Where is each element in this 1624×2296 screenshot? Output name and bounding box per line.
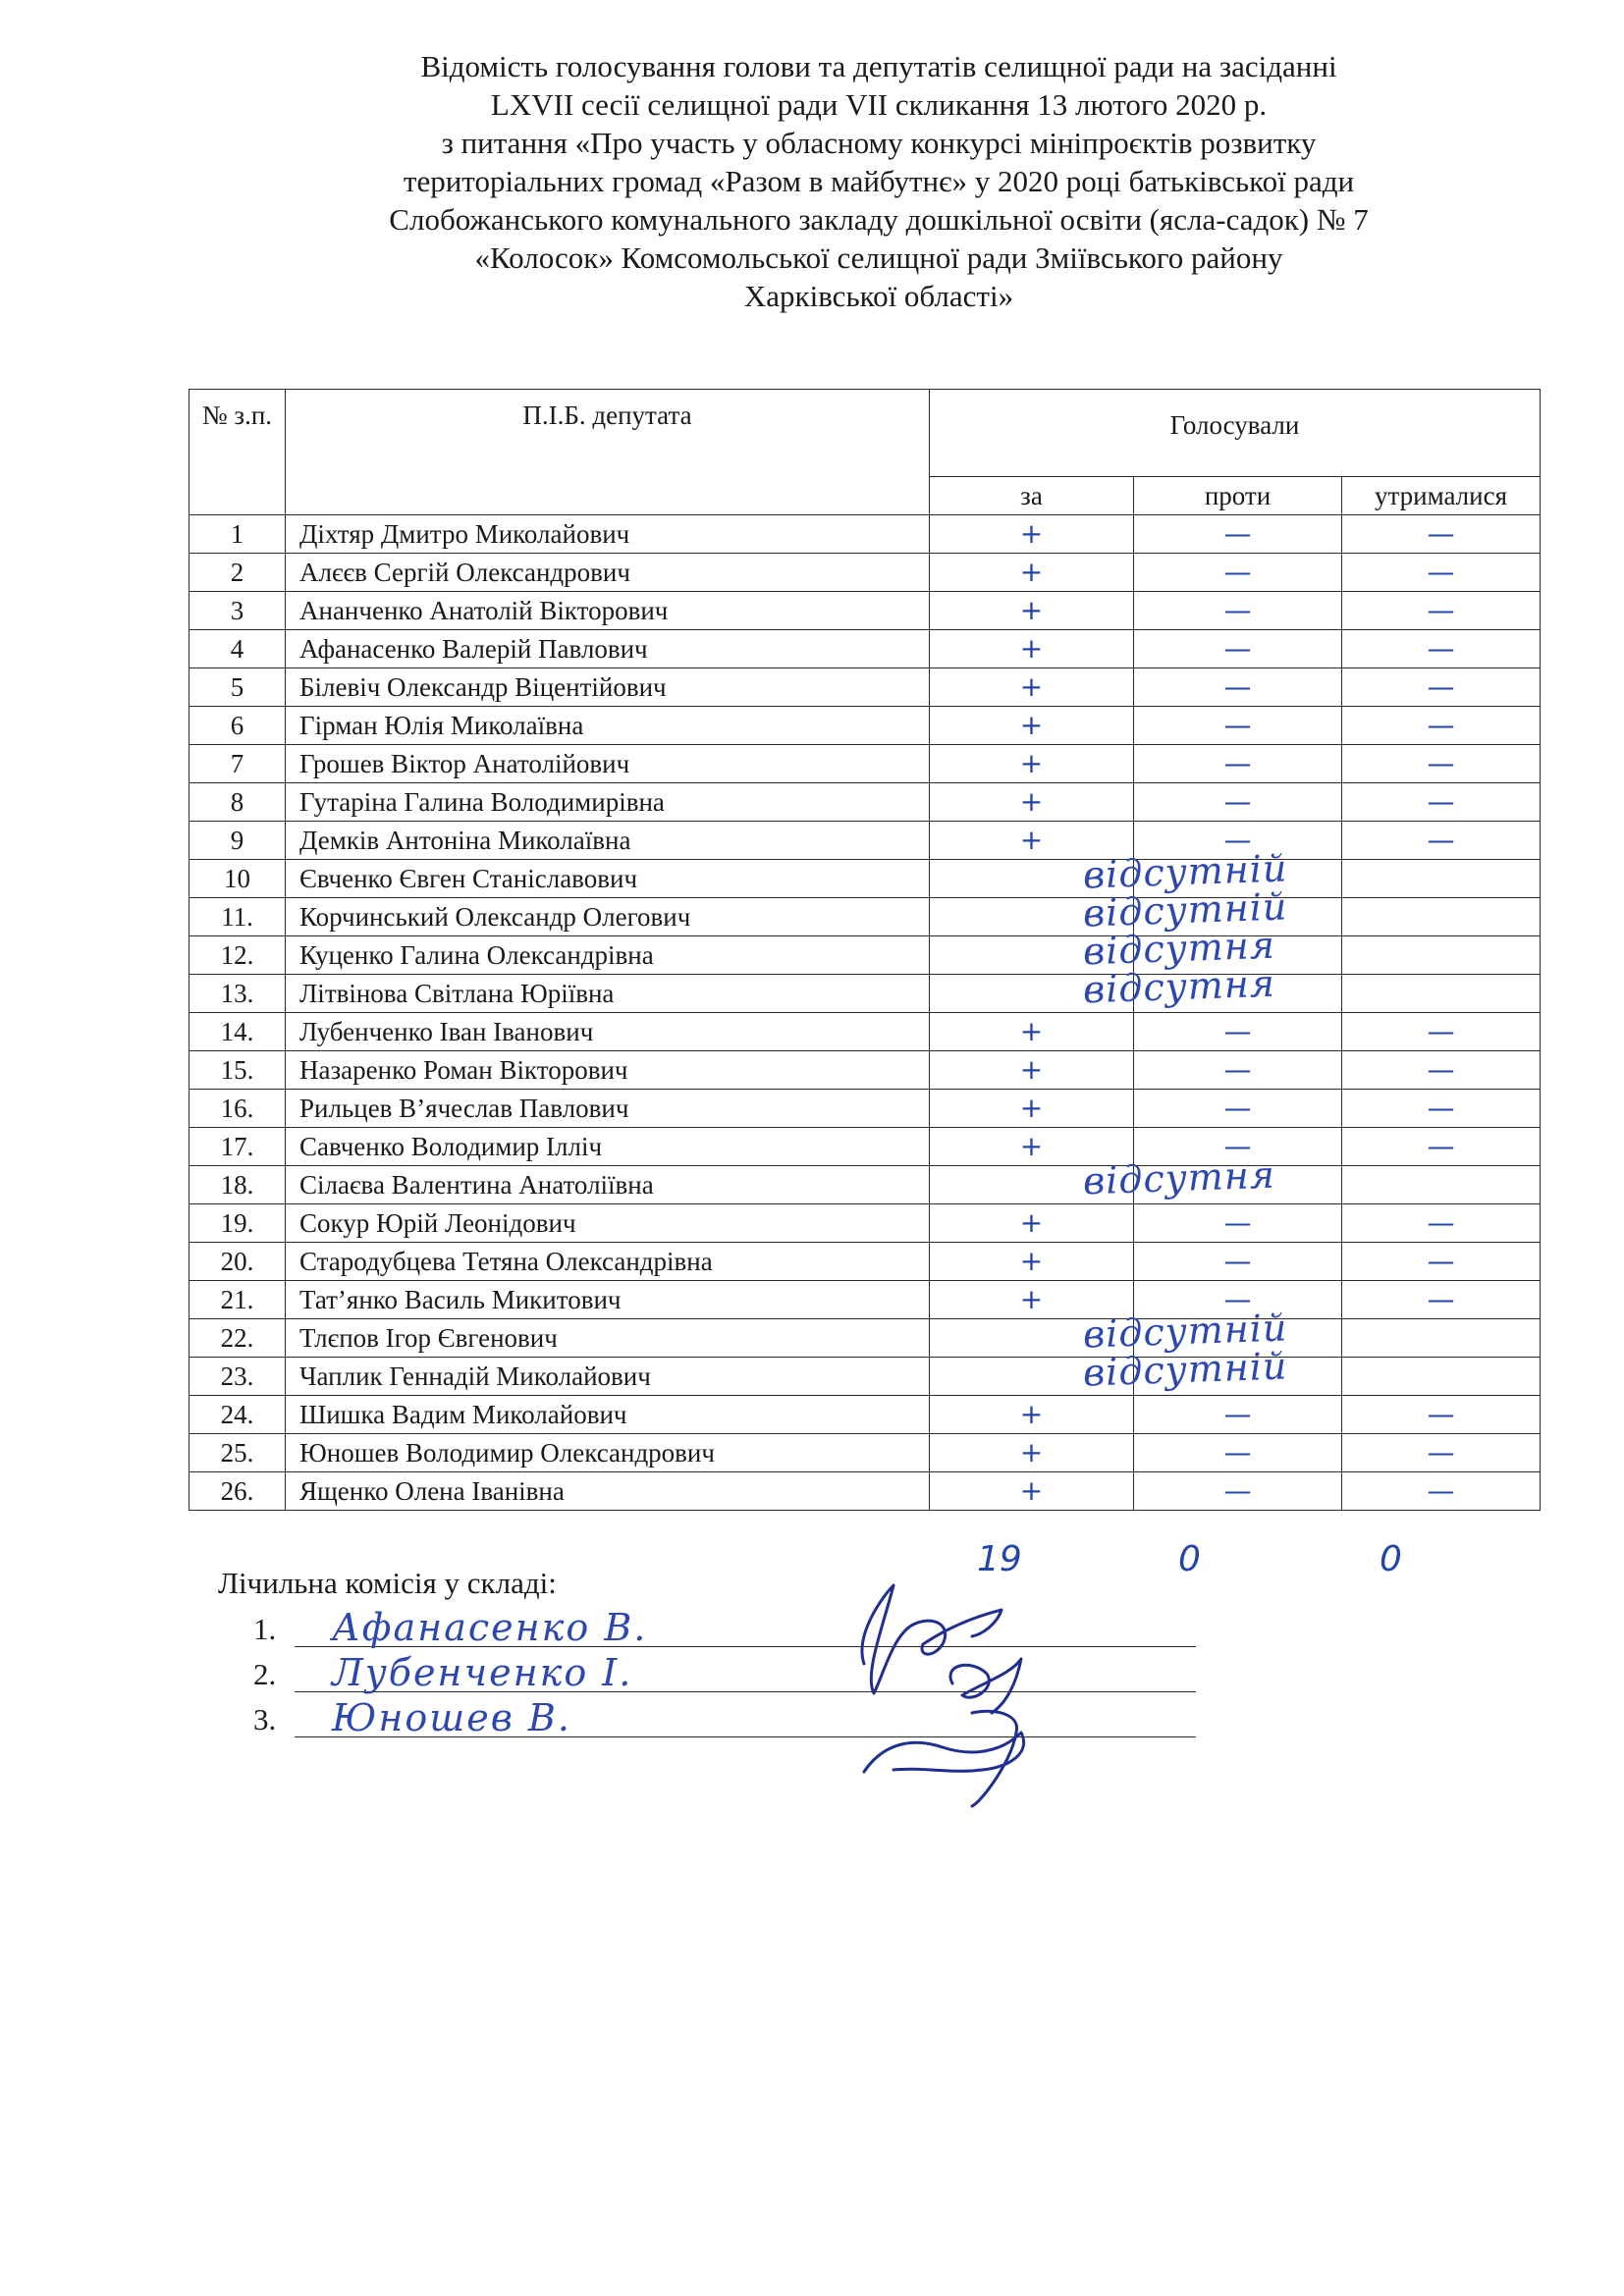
deputy-name: Савченко Володимир Ілліч	[286, 1128, 930, 1166]
absent-mark: відсутня	[1082, 1152, 1276, 1203]
vote-mark-against: —	[1134, 630, 1342, 668]
table-row	[189, 898, 1541, 936]
vote-mark-for: +	[930, 592, 1134, 630]
vote-mark-for: +	[930, 1090, 1134, 1128]
vote-mark-abstained: —	[1342, 1204, 1541, 1243]
row-number: 25.	[189, 1434, 286, 1472]
row-number: 11.	[189, 898, 286, 936]
row-number: 1	[189, 515, 286, 554]
table-row	[189, 1243, 1541, 1281]
vote-mark-abstained: —	[1342, 1472, 1541, 1511]
commission-label: Лічильна комісія у складі:	[218, 1566, 557, 1600]
vote-cell-for	[930, 1344, 1289, 1396]
handwritten-signatures	[825, 1566, 1080, 1811]
deputy-name: Ященко Олена Іванівна	[286, 1472, 930, 1511]
table-row	[189, 1358, 1541, 1396]
deputy-name: Літвінова Світлана Юріївна	[286, 975, 930, 1013]
header-voted: Голосували	[930, 390, 1541, 477]
vote-mark-for: +	[930, 1396, 1134, 1434]
row-number: 18.	[189, 1166, 286, 1204]
title-line: з питання «Про участь у обласному конкурсі мініпроєктів розвитку	[441, 126, 1317, 160]
vote-mark-for: +	[930, 783, 1134, 822]
row-number: 7	[189, 745, 286, 783]
vote-mark-for: +	[930, 1434, 1134, 1472]
member-index: 2.	[253, 1657, 277, 1691]
deputy-name: Лубенченко Іван Іванович	[286, 1013, 930, 1051]
deputy-name: Сілаєва Валентина Анатоліївна	[286, 1166, 930, 1204]
title-line: Харківської області»	[743, 279, 1014, 313]
table-row	[189, 1319, 1541, 1358]
vote-cell-for	[930, 1152, 1276, 1204]
row-number: 3	[189, 592, 286, 630]
row-number: 23.	[189, 1358, 286, 1396]
table-body	[189, 515, 1541, 1511]
table-row	[189, 630, 1541, 668]
vote-cell-abstained	[1342, 898, 1541, 936]
vote-mark-abstained: —	[1342, 554, 1541, 592]
row-number: 13.	[189, 975, 286, 1013]
table-row	[189, 1166, 1541, 1204]
vote-mark-against: —	[1134, 668, 1342, 707]
deputy-name: Шишка Вадим Миколайович	[286, 1396, 930, 1434]
deputy-name: Гірман Юлія Миколаївна	[286, 707, 930, 745]
vote-cell-abstained	[1342, 1319, 1541, 1358]
deputy-name: Рильцев В’ячеслав Павлович	[286, 1090, 930, 1128]
deputy-name: Сокур Юрій Леонідович	[286, 1204, 930, 1243]
signature-1	[862, 1585, 1001, 1693]
total-against: 0	[1178, 1539, 1201, 1579]
member-index: 3.	[253, 1702, 277, 1736]
vote-mark-abstained: —	[1342, 1090, 1541, 1128]
vote-cell-abstained	[1342, 1166, 1541, 1204]
vote-mark-against: —	[1134, 822, 1342, 860]
deputy-name: Ананченко Анатолій Вікторович	[286, 592, 930, 630]
header-name: П.І.Б. депутата	[286, 390, 930, 515]
row-number: 19.	[189, 1204, 286, 1243]
vote-mark-abstained: —	[1342, 1434, 1541, 1472]
title-line: територіальних громад «Разом в майбутнє» у 2020 році батьківської ради	[403, 164, 1355, 198]
deputy-name: Грошев Віктор Анатолійович	[286, 745, 930, 783]
vote-mark-against: —	[1134, 1472, 1342, 1511]
vote-mark-for: +	[930, 1243, 1134, 1281]
deputy-name: Євченко Євген Станіславович	[286, 860, 930, 898]
member-name: Афанасенко В.	[332, 1606, 648, 1649]
title-line: Слобожанського комунального закладу дошкільної освіти (ясла-садок) № 7	[389, 202, 1369, 237]
table-row	[189, 1013, 1541, 1051]
vote-mark-abstained: —	[1342, 822, 1541, 860]
member-name: Лубенченко І.	[332, 1651, 633, 1694]
table-row	[189, 783, 1541, 822]
deputy-name: Демків Антоніна Миколаївна	[286, 822, 930, 860]
absent-mark: відсутня	[1082, 923, 1276, 974]
row-number: 8	[189, 783, 286, 822]
deputy-name: Афанасенко Валерій Павлович	[286, 630, 930, 668]
row-number: 24.	[189, 1396, 286, 1434]
row-number: 4	[189, 630, 286, 668]
header-against: проти	[1134, 477, 1342, 515]
table-row	[189, 1396, 1541, 1434]
table-row	[189, 1051, 1541, 1090]
table-row	[189, 1281, 1541, 1319]
deputy-name: Тлєпов Ігор Євгенович	[286, 1319, 930, 1358]
vote-mark-against: —	[1134, 1396, 1342, 1434]
table-row	[189, 1434, 1541, 1472]
vote-cell-abstained	[1342, 1358, 1541, 1396]
row-number: 14.	[189, 1013, 286, 1051]
row-number: 15.	[189, 1051, 286, 1090]
table-row	[189, 1090, 1541, 1128]
vote-mark-abstained: —	[1342, 1396, 1541, 1434]
vote-mark-against: —	[1134, 707, 1342, 745]
deputy-name: Куценко Галина Олександрівна	[286, 936, 930, 975]
document-title	[245, 47, 1512, 315]
row-number: 26.	[189, 1472, 286, 1511]
deputy-name: Юношев Володимир Олександрович	[286, 1434, 930, 1472]
vote-mark-against: —	[1134, 783, 1342, 822]
vote-mark-abstained: —	[1342, 515, 1541, 554]
vote-mark-against: —	[1134, 592, 1342, 630]
vote-mark-against: —	[1134, 515, 1342, 554]
vote-mark-abstained: —	[1342, 668, 1541, 707]
vote-cell-for	[930, 961, 1276, 1013]
signature-3	[864, 1711, 1024, 1806]
table-row	[189, 554, 1541, 592]
vote-cell-abstained	[1342, 936, 1541, 975]
header-abstained: утрималися	[1342, 477, 1541, 515]
table-row	[189, 592, 1541, 630]
absent-mark: відсутній	[1082, 884, 1289, 935]
vote-mark-against: —	[1134, 554, 1342, 592]
vote-mark-for: +	[930, 1128, 1134, 1166]
total-for: 19	[977, 1539, 1022, 1579]
row-number: 10	[189, 860, 286, 898]
row-number: 2	[189, 554, 286, 592]
vote-mark-for: +	[930, 630, 1134, 668]
signature-2	[950, 1659, 1021, 1713]
table-row	[189, 1472, 1541, 1511]
absent-mark: відсутній	[1082, 1344, 1289, 1395]
vote-mark-abstained: —	[1342, 1051, 1541, 1090]
row-number: 6	[189, 707, 286, 745]
table-row	[189, 668, 1541, 707]
deputy-name: Діхтяр Дмитро Миколайович	[286, 515, 930, 554]
table-row	[189, 1128, 1541, 1166]
deputy-name: Тат’янко Василь Микитович	[286, 1281, 930, 1319]
vote-mark-abstained: —	[1342, 1013, 1541, 1051]
vote-mark-for: +	[930, 668, 1134, 707]
vote-mark-against: —	[1134, 1243, 1342, 1281]
title-line: Відомість голосування голови та депутатів селищної ради на засіданні	[420, 49, 1337, 83]
vote-mark-for: +	[930, 707, 1134, 745]
title-line: LXVII сесії селищної ради VII скликання 13 лютого 2020 р.	[490, 87, 1268, 122]
row-number: 16.	[189, 1090, 286, 1128]
vote-mark-for: +	[930, 822, 1134, 860]
deputy-name: Стародубцева Тетяна Олександрівна	[286, 1243, 930, 1281]
vote-mark-for: +	[930, 515, 1134, 554]
voting-table	[189, 389, 1541, 1511]
absent-mark: відсутній	[1082, 846, 1289, 897]
deputy-name: Алєєв Сергій Олександрович	[286, 554, 930, 592]
row-number: 9	[189, 822, 286, 860]
vote-mark-against: —	[1134, 1434, 1342, 1472]
row-number: 20.	[189, 1243, 286, 1281]
vote-mark-against: —	[1134, 1128, 1342, 1166]
vote-mark-for: +	[930, 745, 1134, 783]
title-line: «Колосок» Комсомольської селищної ради Зміївського району	[474, 240, 1283, 275]
table-row	[189, 1204, 1541, 1243]
row-number: 12.	[189, 936, 286, 975]
vote-mark-for: +	[930, 1204, 1134, 1243]
table-row	[189, 822, 1541, 860]
vote-mark-for: +	[930, 554, 1134, 592]
vote-mark-against: —	[1134, 1013, 1342, 1051]
deputy-name: Назаренко Роман Вікторович	[286, 1051, 930, 1090]
row-number: 22.	[189, 1319, 286, 1358]
vote-mark-against: —	[1134, 745, 1342, 783]
row-number: 5	[189, 668, 286, 707]
member-name: Юношев В.	[332, 1696, 571, 1739]
vote-mark-abstained: —	[1342, 745, 1541, 783]
row-number: 21.	[189, 1281, 286, 1319]
deputy-name: Корчинський Олександр Олегович	[286, 898, 930, 936]
deputy-name: Чаплик Геннадій Миколайович	[286, 1358, 930, 1396]
vote-mark-abstained: —	[1342, 1281, 1541, 1319]
vote-mark-abstained: —	[1342, 707, 1541, 745]
vote-mark-for: +	[930, 1281, 1134, 1319]
absent-mark: відсутній	[1082, 1306, 1289, 1357]
header-for: за	[930, 477, 1134, 515]
table-row	[189, 515, 1541, 554]
vote-mark-abstained: —	[1342, 1128, 1541, 1166]
vote-mark-against: —	[1134, 1051, 1342, 1090]
vote-mark-for: +	[930, 1013, 1134, 1051]
table-row	[189, 936, 1541, 975]
table-row	[189, 860, 1541, 898]
vote-mark-for: +	[930, 1051, 1134, 1090]
table-row	[189, 707, 1541, 745]
member-index: 1.	[253, 1612, 277, 1646]
vote-mark-for: +	[930, 1472, 1134, 1511]
vote-mark-against: —	[1134, 1281, 1342, 1319]
vote-mark-abstained: —	[1342, 1243, 1541, 1281]
vote-mark-abstained: —	[1342, 630, 1541, 668]
deputy-name: Білевіч Олександр Віцентійович	[286, 668, 930, 707]
absent-mark: відсутня	[1082, 961, 1276, 1012]
vote-cell-abstained	[1342, 975, 1541, 1013]
vote-mark-against: —	[1134, 1204, 1342, 1243]
header-number: № з.п.	[189, 390, 286, 515]
total-abstained: 0	[1380, 1539, 1402, 1579]
vote-mark-abstained: —	[1342, 783, 1541, 822]
vote-mark-abstained: —	[1342, 592, 1541, 630]
vote-mark-against: —	[1134, 1090, 1342, 1128]
vote-cell-abstained	[1342, 860, 1541, 898]
row-number: 17.	[189, 1128, 286, 1166]
table-row	[189, 975, 1541, 1013]
table-row	[189, 745, 1541, 783]
deputy-name: Гутаріна Галина Володимирівна	[286, 783, 930, 822]
